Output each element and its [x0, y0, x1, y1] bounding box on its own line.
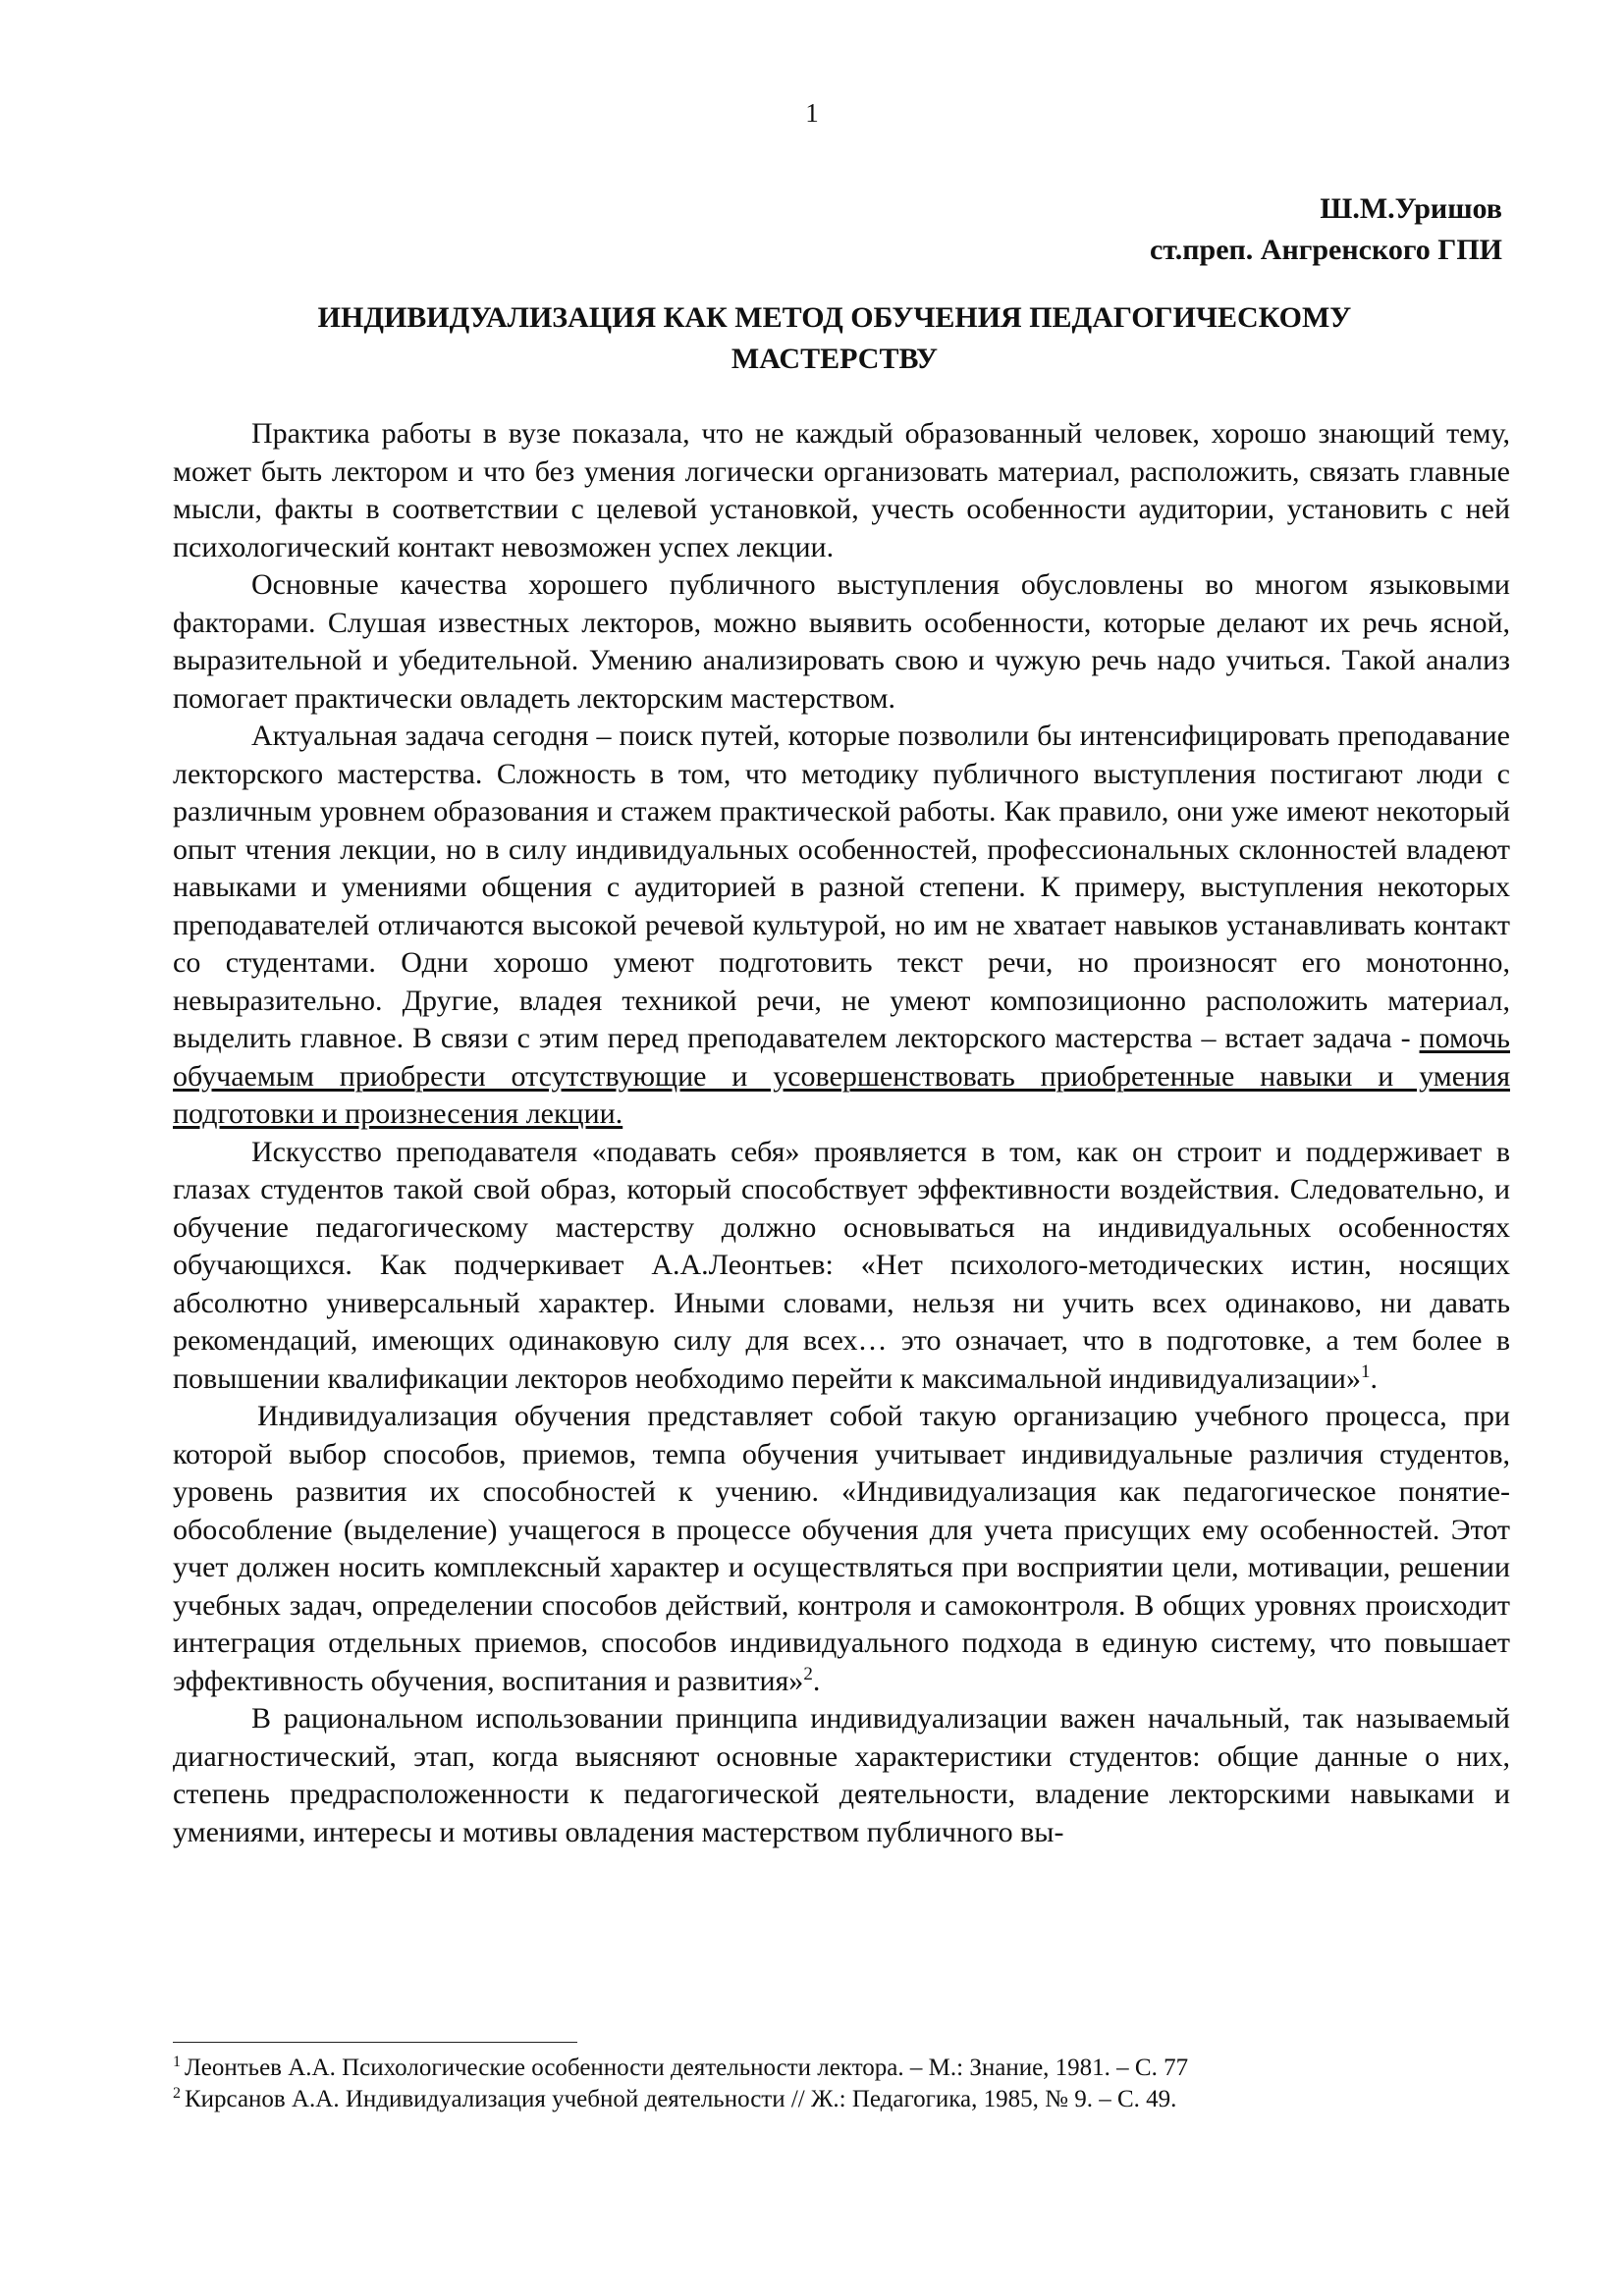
author-position: ст.преп. Ангренского ГПИ [1149, 234, 1502, 266]
article-body [173, 415, 1510, 1851]
footnote-2 [173, 2084, 1510, 2115]
paragraph-5-text: Индивидуализация обучения представляет собой такую организацию учебного процесса, при которой выбор способов, приемов, темпа обучения учитывает индивидуальные различия студентов, уровень развития их способностей к учению. «Индивидуализация как педагогическое понятие-обособление (выделение) учащегося в процессе обучения для учета присущих ему особенностей. Этот учет должен носить комплексный характер и осуществляться при восприятии цели, мотивации, решении учебных задач, определении способов действий, контроля и самоконтроля. В общих уровнях происходит интеграция отдельных приемов, способов индивидуального подхода в единую систему, что повышает эффективность обучения, воспитания и развития» [173, 1400, 1510, 1697]
paragraph-5 [173, 1398, 1510, 1700]
title-line-2: МАСТЕРСТВУ [731, 343, 939, 375]
footnote-1-mark: 1 [173, 2053, 181, 2070]
paragraph-3 [173, 718, 1510, 1134]
paragraph-4 [173, 1134, 1510, 1399]
footnote-2-text: Кирсанов А.А. Индивидуализация учебной деятельности // Ж.: Педагогика, 1985, № 9. – С. 49. [185, 2086, 1177, 2112]
paragraph-5-tail: . [812, 1664, 821, 1697]
footnote-2-mark: 2 [173, 2084, 181, 2102]
paragraph-4-text: Искусство преподавателя «подавать себя» проявляется в том, как он строит и поддерживает в глазах студентов такой свой образ, который способствует эффективности воздействия. Следовательно, и обучение педагогическому мастерству должно основываться на индивидуальных особенностях обучающихся. Как подчеркивает А.А.Леонтьев: «Нет психолого-методических истин, носящих абсолютно универсальный характер. Иными словами, нельзя ни учить всех одинаково, ни давать рекомендаций, имеющих одинаковую силу для всех… это означает, что в подготовке, а тем более в повышении квалификации лекторов необходимо перейти к максимальной индивидуализации» [173, 1135, 1510, 1395]
paragraph-3-underlined-text: помочь обучаемым приобрести отсутствующие и усовершенствовать приобретенные навыки и умения подготовки и произнесения лекции. [173, 1022, 1510, 1130]
footnote-1-text: Леонтьев А.А. Психологические особенности деятельности лектора. – М.: Знание, 1981. – С. 77 [185, 2055, 1189, 2081]
paragraph-2: Основные качества хорошего публичного выступления обусловлены во многом языковыми факторами. Слушая известных лекторов, можно выявить особенности, которые делают их речь ясной, выразительной и убедительной. Умению анализировать свою и чужую речь надо учиться. Такой анализ помогает практически овладеть лекторским мастерством. [173, 568, 1510, 715]
author-block [1150, 188, 1502, 271]
footnote-divider [173, 2042, 577, 2043]
footnote-ref-2[interactable]: 2 [803, 1663, 813, 1684]
paragraph-1: Практика работы в вузе показала, что не каждый образованный человек, хорошо знающий тему, может быть лектором и что без умения логически организовать материал, расположить, связать главные мысли, факты в соответствии с целевой установкой, учесть особенности аудитории, установить с ней психологический контакт невозможен успех лекции. [173, 417, 1510, 563]
footnote-1 [173, 2053, 1510, 2084]
paragraph-6: В рациональном использовании принципа индивидуализации важен начальный, так называемый диагностический, этап, когда выясняют основные характеристики студентов: общие данные о них, степень предрасположенности к педагогической деятельности, владение лекторскими навыками и умениями, интересы и мотивы овладения мастерством публичного вы- [173, 1702, 1510, 1848]
footnote-ref-1[interactable]: 1 [1360, 1361, 1371, 1382]
paragraph-3-text: Актуальная задача сегодня – поиск путей, которые позволили бы интенсифицировать преподавание лекторского мастерства. Сложность в том, что методику публичного выступления постигают люди с различным уровнем образования и стажем практической работы. Как правило, они уже имеют некоторый опыт чтения лекции, но в силу индивидуальных особенностей, профессиональных склонностей владеют навыками и умениями общения с аудиторией в разной степени. К примеру, выступления некоторых преподавателей отличаются высокой речевой культурой, но им не хватает навыков устанавливать контакт со студентами. Одни хорошо умеют подготовить текст речи, но произносят его монотонно, невыразительно. Другие, владея техникой речи, не умеют композиционно расположить материал, выделить главное. В связи с этим перед преподавателем лекторского мастерства – встает задача - [173, 720, 1510, 1054]
paragraph-4-tail: . [1370, 1362, 1378, 1395]
footnotes [173, 2053, 1510, 2115]
page-number: 1 [805, 98, 819, 128]
author-name: Ш.М.Уришов [1320, 192, 1502, 225]
title-line-1: ИНДИВИДУАЛИЗАЦИЯ КАК МЕТОД ОБУЧЕНИЯ ПЕДАГОГИЧЕСКОМУ [317, 301, 1352, 334]
article-title [196, 297, 1473, 380]
